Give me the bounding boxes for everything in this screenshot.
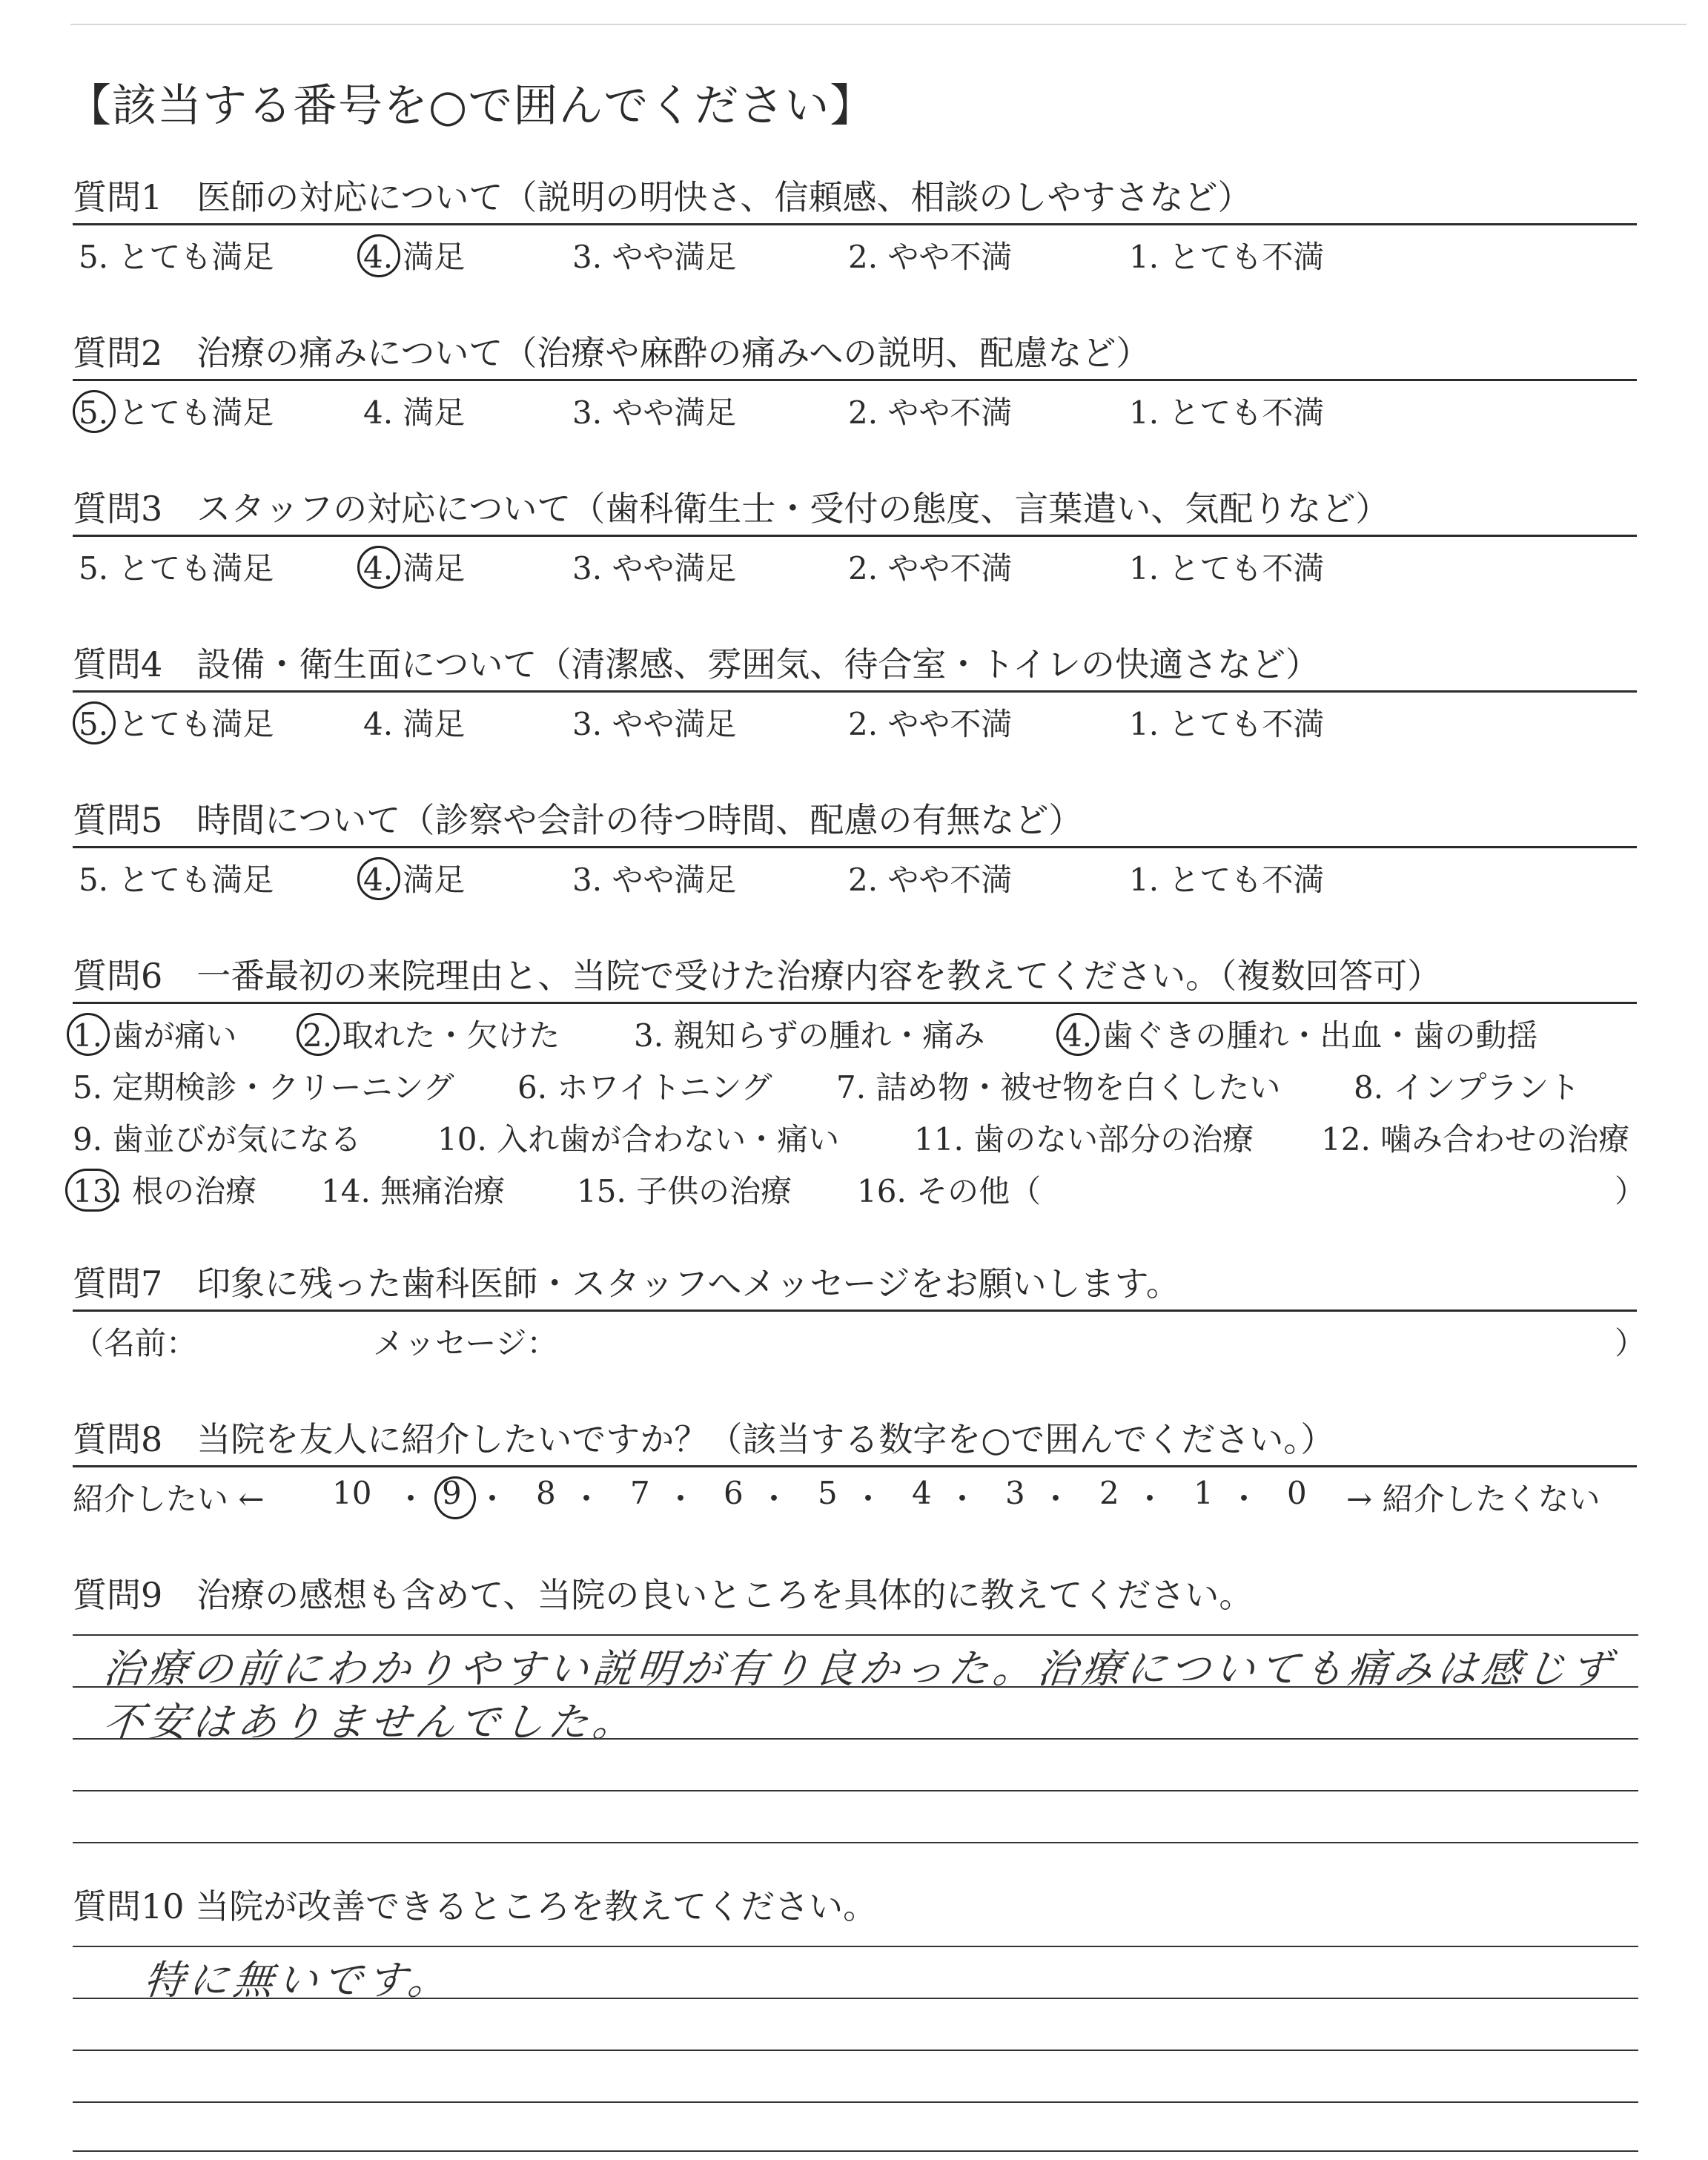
option-2[interactable]: 2. やや不満 bbox=[848, 394, 1013, 431]
scale-8[interactable]: 8 bbox=[536, 1475, 556, 1511]
option-2[interactable]: 2. やや不満 bbox=[848, 239, 1013, 275]
message-row bbox=[73, 1312, 1646, 1364]
scale-2[interactable]: 2 bbox=[1099, 1475, 1119, 1511]
reason-5[interactable]: 5. 定期検診・クリーニング bbox=[73, 1069, 454, 1106]
option-2[interactable]: 2. やや不満 bbox=[848, 862, 1013, 898]
option-2[interactable]: 2. やや不満 bbox=[848, 550, 1013, 587]
scale-5[interactable]: 5 bbox=[818, 1475, 838, 1511]
scale-1[interactable]: 1 bbox=[1194, 1475, 1214, 1511]
reason-12[interactable]: 12. 噛み合わせの治療 bbox=[1321, 1121, 1630, 1157]
reason-11[interactable]: 11. 歯のない部分の治療 bbox=[914, 1121, 1254, 1157]
handwritten-answer-q10: 特に無いです。 bbox=[142, 1957, 455, 2004]
scale-dot: ・ bbox=[853, 1481, 884, 1517]
handwritten-answer-line-1: 治療の前にわかりやすい説明が有り良かった。治療についても痛みは感じず bbox=[101, 1645, 1618, 1692]
reason-7[interactable]: 7. 詰め物・被せ物を白くしたい bbox=[836, 1069, 1281, 1106]
reason-13-selected[interactable]: 13. 根の治療 bbox=[73, 1167, 256, 1212]
reason-3[interactable]: 3. 親知らずの腫れ・痛み bbox=[634, 1017, 985, 1054]
question-title: 質問10 当院が改善できるところを教えてください。 bbox=[73, 1886, 878, 1926]
option-5-selected[interactable]: 5. とても満足 bbox=[79, 700, 274, 744]
option-3[interactable]: 3. やや満足 bbox=[572, 239, 737, 275]
option-4-selected[interactable]: 4. 満足 bbox=[363, 856, 465, 900]
scale-dot: ・ bbox=[947, 1481, 979, 1517]
scale-4[interactable]: 4 bbox=[912, 1475, 932, 1511]
scale-dot: ・ bbox=[665, 1481, 697, 1517]
scale-dot: ・ bbox=[1228, 1481, 1260, 1517]
option-1[interactable]: 1. とても不満 bbox=[1129, 550, 1325, 587]
option-3[interactable]: 3. やや満足 bbox=[572, 706, 737, 742]
scale-7[interactable]: 7 bbox=[630, 1475, 650, 1511]
option-4-selected[interactable]: 4. 満足 bbox=[363, 233, 465, 277]
question-1 bbox=[73, 174, 1637, 277]
reason-1-selected[interactable]: 1. 歯が痛い bbox=[73, 1011, 236, 1056]
reason-15[interactable]: 15. 子供の治療 bbox=[577, 1173, 792, 1209]
rating-options bbox=[73, 693, 1637, 744]
scale-9-selected[interactable]: 9 bbox=[442, 1475, 462, 1511]
question-2 bbox=[73, 330, 1637, 433]
scale-dot: ・ bbox=[758, 1481, 790, 1517]
rating-options bbox=[73, 381, 1637, 433]
answer-line bbox=[73, 2150, 1638, 2152]
question-title: 質問1 医師の対応について（説明の明快さ、信頼感、相談のしやすさなど） bbox=[73, 177, 1252, 217]
answer-line bbox=[73, 1790, 1638, 1791]
reason-16-other[interactable]: 16. その他（ bbox=[857, 1173, 1042, 1209]
option-3[interactable]: 3. やや満足 bbox=[572, 394, 737, 431]
question-title: 質問8 当院を友人に紹介したいですか？（該当する数字を○で囲んでください。） bbox=[73, 1419, 1335, 1459]
question-6 bbox=[73, 953, 1646, 1212]
page-heading: 【該当する番号を○で囲んでください】 bbox=[67, 80, 875, 132]
question-title: 質問6 一番最初の来院理由と、当院で受けた治療内容を教えてください。（複数回答可） bbox=[73, 956, 1442, 996]
question-3 bbox=[73, 486, 1637, 589]
option-1[interactable]: 1. とても不満 bbox=[1129, 394, 1325, 431]
reason-6[interactable]: 6. ホワイトニング bbox=[517, 1069, 772, 1106]
reason-9[interactable]: 9. 歯並びが気になる bbox=[73, 1121, 362, 1157]
question-8 bbox=[73, 1416, 1637, 1519]
reason-options bbox=[73, 1004, 1646, 1212]
option-3[interactable]: 3. やや満足 bbox=[572, 862, 737, 898]
scale-dot: ・ bbox=[1134, 1481, 1166, 1517]
question-5 bbox=[73, 797, 1637, 900]
question-7 bbox=[73, 1261, 1646, 1364]
scale-dot: ・ bbox=[395, 1481, 427, 1517]
reason-14[interactable]: 14. 無痛治療 bbox=[321, 1173, 506, 1209]
recommend-scale bbox=[73, 1467, 1637, 1519]
option-4[interactable]: 4. 満足 bbox=[363, 706, 466, 742]
option-1[interactable]: 1. とても不満 bbox=[1129, 239, 1325, 275]
question-title: 質問4 設備・衛生面について（清潔感、雰囲気、待合室・トイレの快適さなど） bbox=[73, 644, 1320, 684]
question-4 bbox=[73, 641, 1637, 744]
answer-line bbox=[73, 1634, 1638, 1636]
rating-options bbox=[73, 537, 1637, 589]
reason-2-selected[interactable]: 2. 取れた・欠けた bbox=[302, 1011, 560, 1056]
option-1[interactable]: 1. とても不満 bbox=[1129, 862, 1325, 898]
question-title: 質問5 時間について（診察や会計の待つ時間、配慮の有無など） bbox=[73, 800, 1083, 840]
question-10 bbox=[73, 1883, 1637, 1929]
option-4-selected[interactable]: 4. 満足 bbox=[363, 544, 465, 589]
scale-right-label: → 紹介したくない bbox=[1346, 1481, 1601, 1517]
scale-3[interactable]: 3 bbox=[1005, 1475, 1025, 1511]
scale-10[interactable]: 10 bbox=[332, 1475, 372, 1511]
scale-0[interactable]: 0 bbox=[1287, 1475, 1307, 1511]
option-5[interactable]: 5. とても満足 bbox=[79, 239, 274, 275]
name-label: （名前： bbox=[73, 1325, 198, 1361]
rating-options bbox=[73, 225, 1637, 277]
question-title: 質問7 印象に残った歯科医師・スタッフへメッセージをお願いします。 bbox=[73, 1264, 1180, 1304]
reason-10[interactable]: 10. 入れ歯が合わない・痛い bbox=[437, 1121, 840, 1157]
question-title: 質問2 治療の痛みについて（治療や麻酔の痛みへの説明、配慮など） bbox=[73, 333, 1151, 373]
option-3[interactable]: 3. やや満足 bbox=[572, 550, 737, 587]
question-9 bbox=[73, 1572, 1637, 1618]
message-close-paren: ） bbox=[1615, 1325, 1646, 1361]
scale-left-label: 紹介したい ← bbox=[73, 1481, 265, 1517]
option-4[interactable]: 4. 満足 bbox=[363, 394, 466, 431]
scale-6[interactable]: 6 bbox=[724, 1475, 744, 1511]
top-border bbox=[70, 24, 1687, 25]
option-1[interactable]: 1. とても不満 bbox=[1129, 706, 1325, 742]
question-title: 質問3 スタッフの対応について（歯科衛生士・受付の態度、言葉遣い、気配りなど） bbox=[73, 489, 1390, 529]
question-title: 質問9 治療の感想も含めて、当院の良いところを具体的に教えてください。 bbox=[73, 1575, 1254, 1615]
scale-dot: ・ bbox=[571, 1481, 603, 1517]
answer-line bbox=[73, 2101, 1638, 2103]
reason-8[interactable]: 8. インプラント bbox=[1354, 1069, 1580, 1106]
answer-line bbox=[73, 1946, 1638, 1947]
option-5-selected[interactable]: 5. とても満足 bbox=[79, 389, 274, 433]
option-5[interactable]: 5. とても満足 bbox=[79, 550, 274, 587]
option-5[interactable]: 5. とても満足 bbox=[79, 862, 274, 898]
scale-dot: ・ bbox=[477, 1481, 509, 1517]
reason-4-selected[interactable]: 4. 歯ぐきの腫れ・出血・歯の動揺 bbox=[1062, 1011, 1537, 1056]
handwritten-answer-line-2: 不安はありませんでした。 bbox=[101, 1699, 640, 1745]
scale-dot: ・ bbox=[1040, 1481, 1072, 1517]
answer-line bbox=[73, 1842, 1638, 1843]
message-label: メッセージ： bbox=[373, 1325, 558, 1361]
rating-options bbox=[73, 848, 1637, 900]
other-close-paren: ） bbox=[1615, 1173, 1646, 1209]
option-2[interactable]: 2. やや不満 bbox=[848, 706, 1013, 742]
answer-line bbox=[73, 2050, 1638, 2051]
